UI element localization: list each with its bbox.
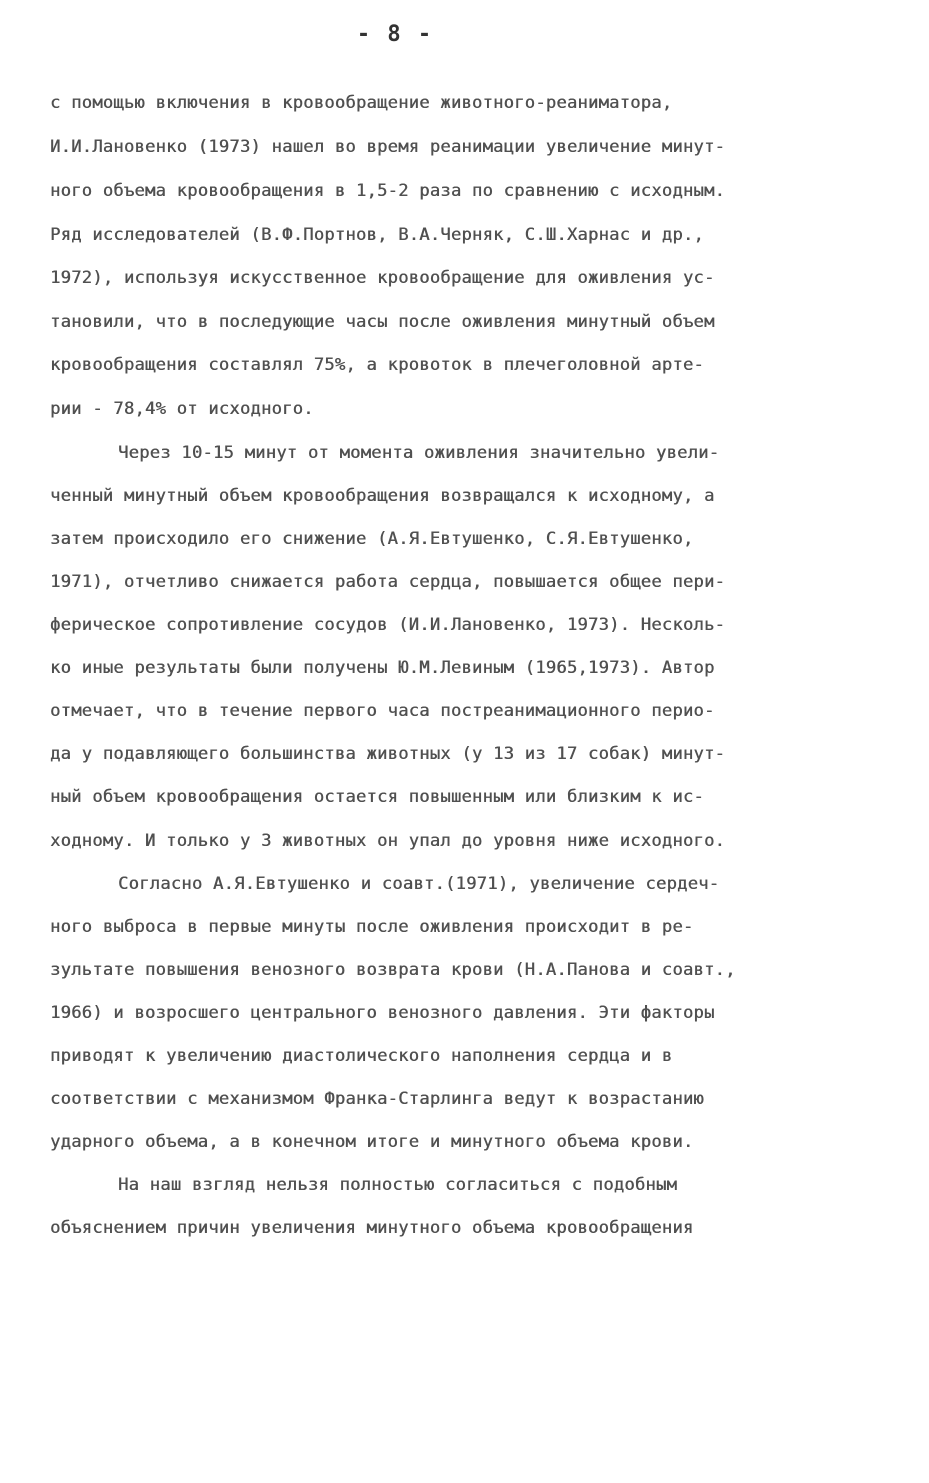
text-line: рии - 78,4% от исходного. (50, 399, 314, 419)
text-line: Согласно А.Я.Евтушенко и соавт.(1971), увеличение сердеч- (118, 874, 720, 894)
text-line: ного выброса в первые минуты после оживления происходит в ре- (50, 917, 694, 937)
text-line: ченный минутный объем кровообращения возвращался к исходному, а (50, 486, 715, 506)
text-line: ударного объема, а в конечном итоге и минутного объема крови. (50, 1132, 694, 1152)
text-line: Ряд исследователей (В.Ф.Портнов, В.А.Черняк, С.Ш.Харнас и др., (50, 225, 704, 245)
text-line: 1966) и возросшего центрального венозного давления. Эти факторы (50, 1003, 715, 1023)
text-line: объяснением причин увеличения минутного объема кровообращения (50, 1218, 694, 1238)
text-line: приводят к увеличению диастолического наполнения сердца и в (50, 1046, 673, 1066)
text-line: с помощью включения в кровообращение животного-реаниматора, (50, 93, 673, 113)
text-line: тановили, что в последующие часы после оживления минутный объем (50, 312, 715, 332)
text-line: На наш взгляд нельзя полностью согласиться с подобным (118, 1175, 678, 1195)
text-line: И.И.Лановенко (1973) нашел во время реанимации увеличение минут- (50, 137, 726, 157)
text-line: затем происходило его снижение (А.Я.Евтушенко, С.Я.Евтушенко, (50, 529, 694, 549)
text-line: ного объема кровообращения в 1,5-2 раза по сравнению с исходным. (50, 181, 726, 201)
text-line: да у подавляющего большинства животных (у 13 из 17 собак) минут- (50, 744, 726, 764)
text-line: кровообращения составлял 75%, а кровоток в плечеголовной арте- (50, 355, 704, 375)
text-line: 1971), отчетливо снижается работа сердца, повышается общее пери- (50, 572, 726, 592)
text-line: ко иные результаты были получены Ю.М.Левиным (1965,1973). Автор (50, 658, 715, 678)
text-line: соответствии с механизмом Франка-Старлинга ведут к возрастанию (50, 1089, 704, 1109)
text-line: отмечает, что в течение первого часа постреанимационного перио- (50, 701, 715, 721)
text-line: Через 10-15 минут от момента оживления значительно увели- (118, 443, 720, 463)
text-line: 1972), используя искусственное кровообращение для оживления ус- (50, 268, 715, 288)
text-line: ферическое сопротивление сосудов (И.И.Лановенко, 1973). Несколь- (50, 615, 726, 635)
page-number: - 8 - (356, 22, 434, 47)
text-line: ходному. И только у 3 животных он упал до уровня ниже исходного. (50, 831, 726, 851)
text-line: зультате повышения венозного возврата крови (Н.А.Панова и соавт., (50, 960, 736, 980)
text-line: ный объем кровообращения остается повышенным или близким к ис- (50, 787, 704, 807)
